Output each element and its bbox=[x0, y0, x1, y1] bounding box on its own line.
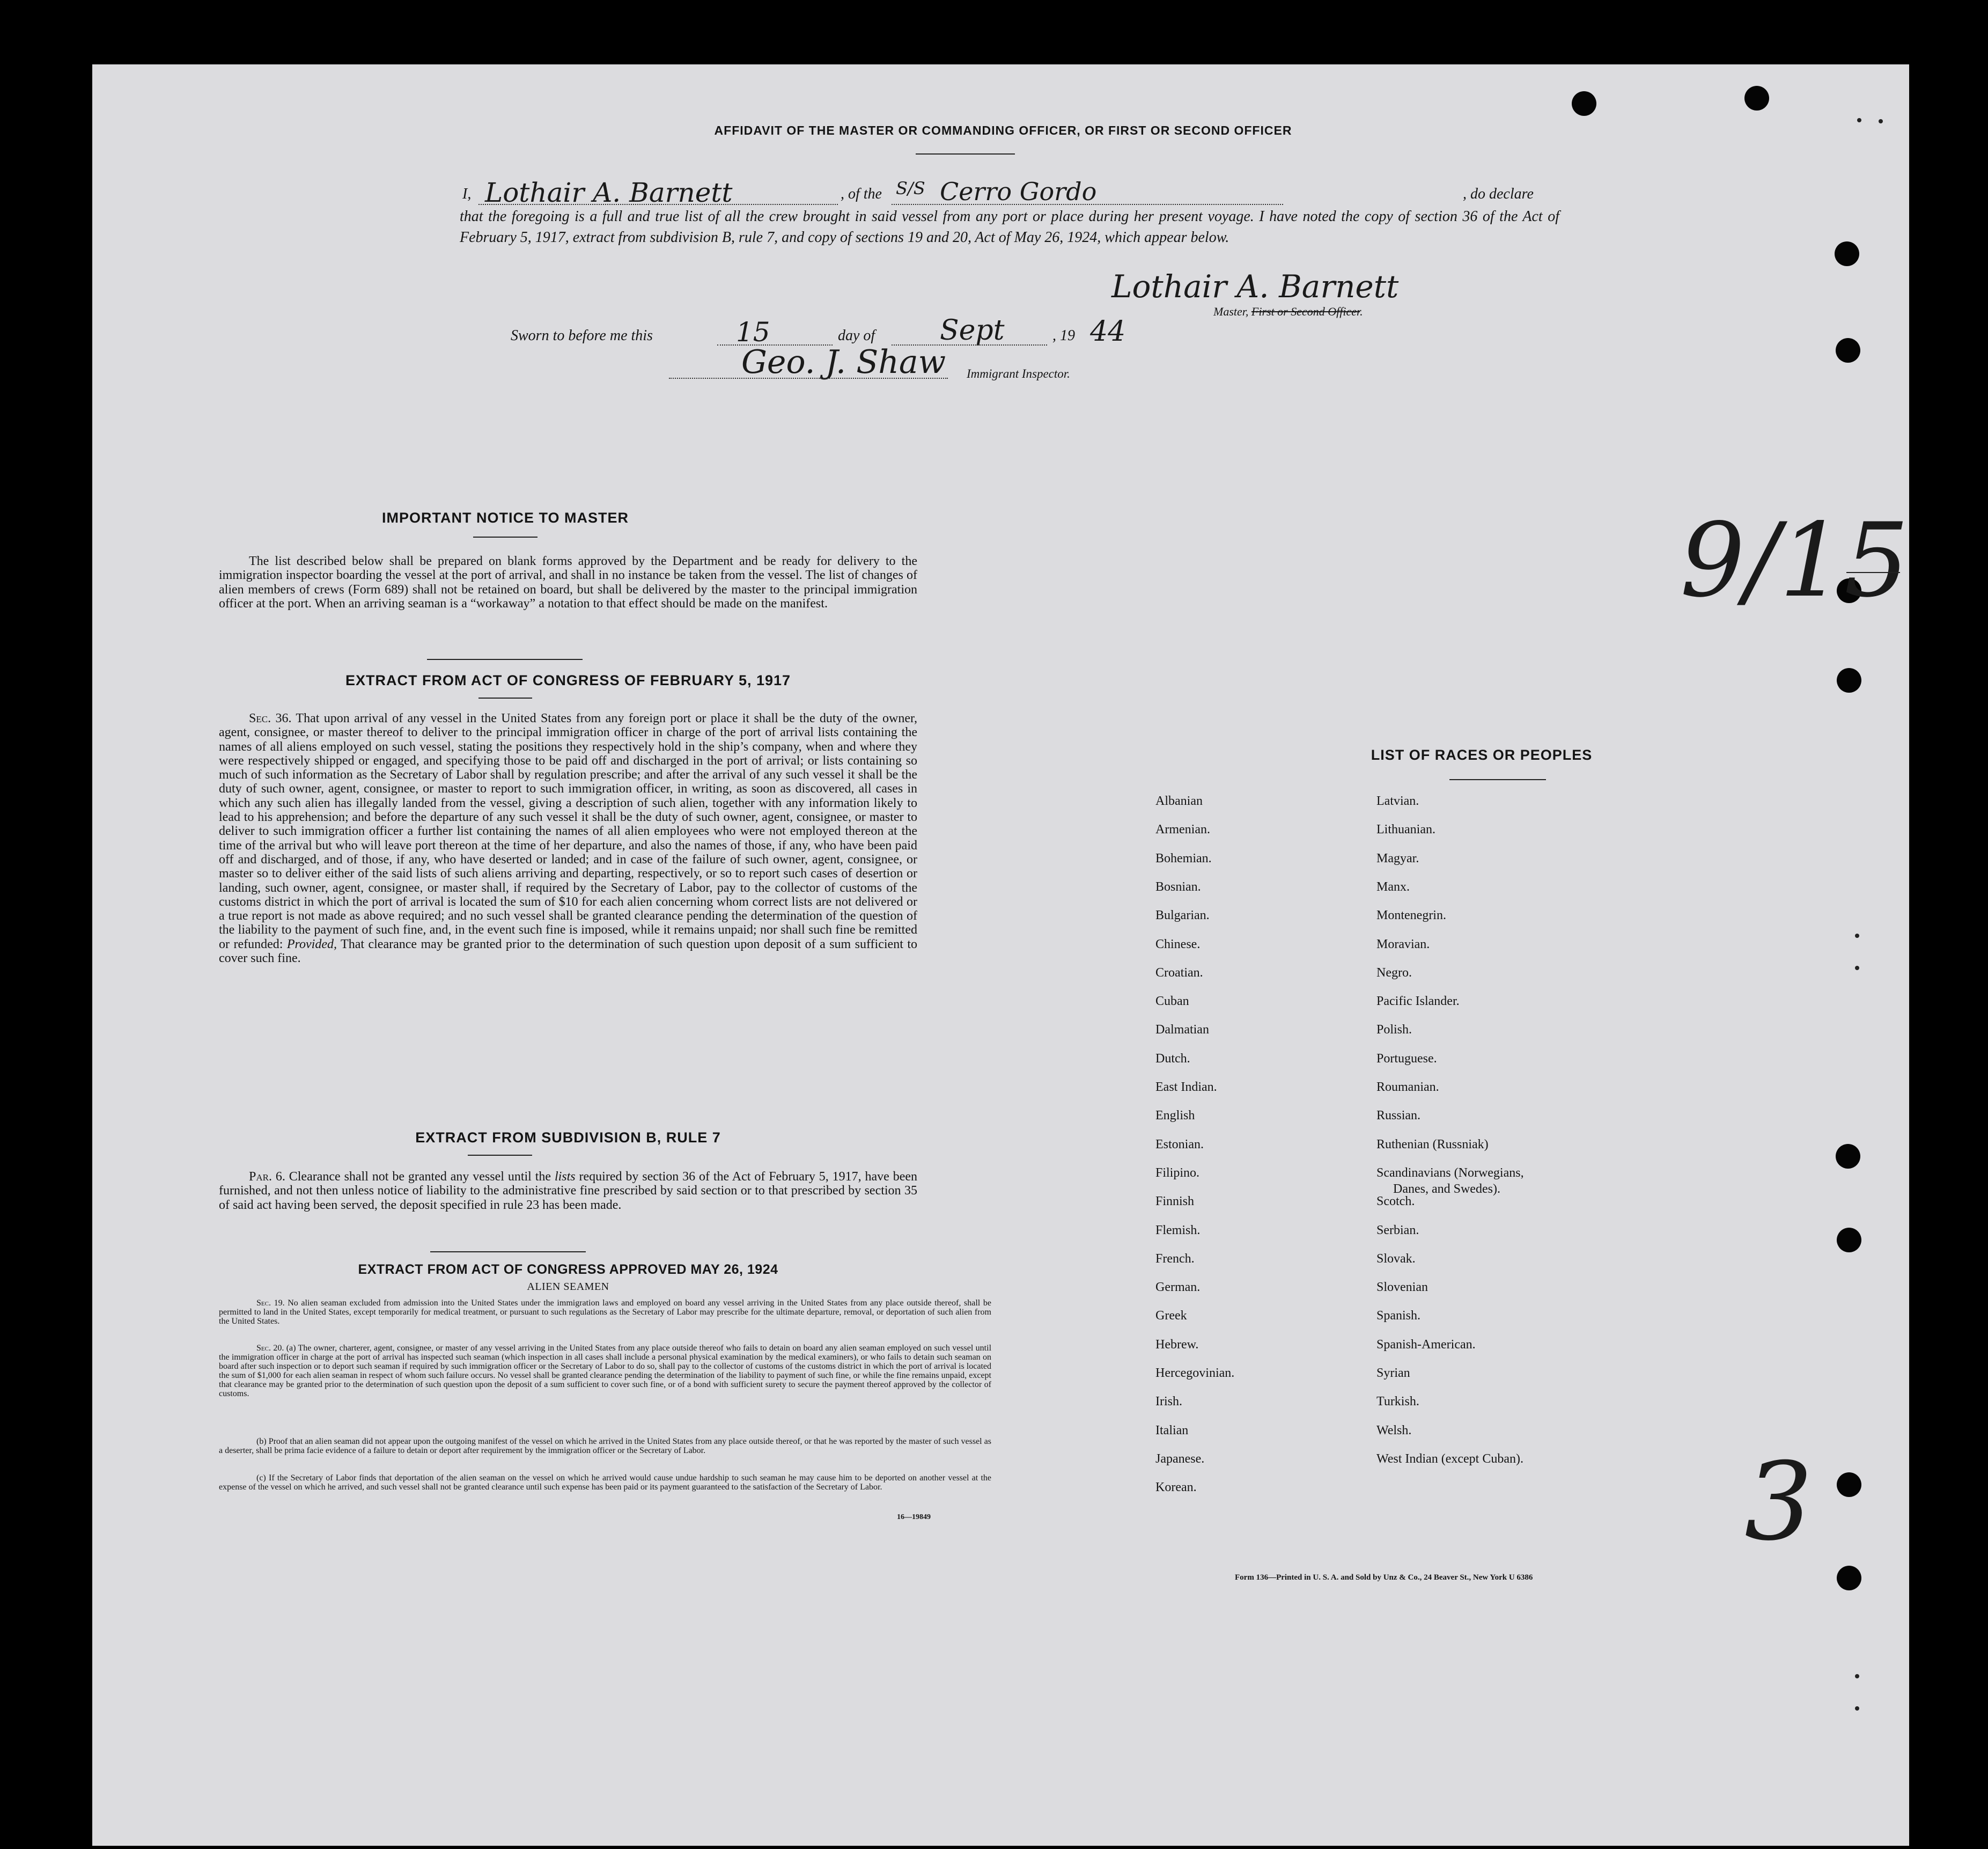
race-item: East Indian. bbox=[1155, 1080, 1217, 1094]
divider bbox=[473, 537, 538, 538]
notice-title: IMPORTANT NOTICE TO MASTER bbox=[382, 510, 629, 526]
race-item: Chinese. bbox=[1155, 937, 1201, 951]
race-item: Danes, and Swedes). bbox=[1393, 1182, 1500, 1196]
section-36-label: Sec. 36. bbox=[249, 711, 292, 725]
race-item: Ruthenian (Russniak) bbox=[1376, 1137, 1489, 1151]
race-item: Dutch. bbox=[1155, 1051, 1190, 1066]
master-signature: Lothair A. Barnett bbox=[1111, 268, 1399, 305]
race-item: Scotch. bbox=[1376, 1194, 1415, 1209]
race-item: Magyar. bbox=[1376, 851, 1419, 865]
race-item: Portuguese. bbox=[1376, 1051, 1437, 1066]
speck bbox=[1855, 1706, 1859, 1711]
race-item: Greek bbox=[1155, 1309, 1187, 1323]
vessel-name-handwritten: Cerro Gordo bbox=[940, 177, 1097, 206]
master-title-line: Master, First or Second Officer. bbox=[1213, 305, 1363, 318]
affidavit-body: that the foregoing is a full and true list of all the crew brought in said vessel from any port or place during her present voyage. I have noted the copy of section 36 of the Act of February 5, 1917, extract from subdivision B, rule 7, and copy of sections 19 and 20, Act of May 26, 1924, which appear below. bbox=[460, 208, 1559, 246]
punch-hole bbox=[1837, 1566, 1861, 1590]
punch-hole bbox=[1836, 338, 1860, 363]
inspector-dotted-line bbox=[669, 378, 948, 379]
rule7-body-b: required by section 36 of the Act of February 5, 1917, have been furnished, and not then unless notice of liability to the administrative fine prescribed by said section or to that prescribed by section 35 of said act having been served, the deposit specified in rule 23 has been made. bbox=[219, 1170, 918, 1212]
race-item: Cuban bbox=[1155, 994, 1189, 1009]
race-item: Bohemian. bbox=[1155, 851, 1212, 865]
rule7-title: EXTRACT FROM SUBDIVISION B, RULE 7 bbox=[415, 1129, 721, 1146]
speck bbox=[1855, 1674, 1859, 1678]
punch-hole bbox=[1744, 86, 1769, 111]
race-item: Japanese. bbox=[1155, 1451, 1205, 1466]
race-item: Hercegovinian. bbox=[1155, 1366, 1235, 1380]
race-item: Korean. bbox=[1155, 1480, 1197, 1495]
race-item: Bulgarian. bbox=[1155, 908, 1210, 923]
year-handwritten: 44 bbox=[1090, 315, 1126, 348]
punch-hole bbox=[1572, 91, 1596, 116]
sec20a-text bbox=[219, 1344, 991, 1399]
speck bbox=[1855, 934, 1859, 938]
punch-hole bbox=[1837, 1472, 1861, 1497]
race-item: West Indian (except Cuban). bbox=[1376, 1451, 1523, 1466]
sworn-month-handwritten: Sept bbox=[940, 314, 1005, 347]
race-item: Irish. bbox=[1155, 1395, 1182, 1409]
notice-body: The list described below shall be prepared on blank forms approved by the Department and be ready for delivery to the immigration inspector boarding the vessel at the port of arrival, and shall in no instance be taken from the vessel. The list of changes of alien members of crews (Form 689) shall not be retained on board, but shall be delivered by the master to the principal immigration officer at the port. When an arriving seaman is a “workaway” a notation to that effect should be made on the manifest. bbox=[219, 554, 917, 611]
race-item: Roumanian. bbox=[1376, 1080, 1439, 1094]
inspector-label: Immigrant Inspector. bbox=[967, 367, 1070, 380]
extract-1917-text bbox=[219, 711, 917, 965]
year-prefix-label: , 19 bbox=[1052, 327, 1075, 344]
divider bbox=[478, 698, 532, 699]
race-item: Welsh. bbox=[1376, 1423, 1412, 1437]
provided-word: Provided, bbox=[286, 937, 337, 951]
divider bbox=[1449, 779, 1546, 780]
rule7-body-a: Clearance shall not be granted any vessel until the bbox=[289, 1170, 551, 1184]
race-item: Dalmatian bbox=[1155, 1023, 1209, 1037]
race-item: Serbian. bbox=[1376, 1223, 1419, 1237]
race-item: Estonian. bbox=[1155, 1137, 1204, 1151]
speck bbox=[1879, 119, 1883, 123]
race-item: Scandinavians (Norwegians, bbox=[1376, 1165, 1524, 1180]
notice-text bbox=[219, 554, 917, 611]
sec20c-text: (c) If the Secretary of Labor finds that deportation of the alien seaman on the vessel on which he arrived would cause undue hardship to such seaman he may cause him to be deported on another vessel at the expense of the vessel on which he arrived, and such vessel shall not be granted clearance until such expense has been paid or its payment guaranteed to the satisfaction of the Secretary of Labor. bbox=[219, 1473, 991, 1492]
speck bbox=[1857, 118, 1861, 122]
race-item: Filipino. bbox=[1155, 1165, 1200, 1180]
race-item: Pacific Islander. bbox=[1376, 994, 1460, 1009]
race-item: Turkish. bbox=[1376, 1395, 1419, 1409]
race-item: French. bbox=[1155, 1251, 1195, 1266]
race-item: Armenian. bbox=[1155, 823, 1210, 837]
punch-hole bbox=[1835, 241, 1859, 266]
race-item: Slovenian bbox=[1376, 1280, 1428, 1295]
sec19-text bbox=[219, 1298, 991, 1326]
of-the-label: , of the bbox=[841, 186, 882, 202]
name-dotted-line bbox=[478, 204, 838, 205]
i-prefix: I, bbox=[462, 186, 472, 202]
date-annotation: 9/15 bbox=[1680, 501, 1909, 620]
sec20b-text: (b) Proof that an alien seaman did not appear upon the outgoing manifest of the vessel on which he arrived in the United States from any place outside thereof, or that he was reported by the master of such vessel as a deserter, shall be prima facie evidence of a failure to detain or deport after requirement by the immigration officer or the Secretary of Labor. bbox=[219, 1437, 991, 1456]
race-item: Latvian. bbox=[1376, 794, 1419, 808]
affidavit-declaration-line bbox=[462, 177, 1562, 209]
vessel-prefix-handwritten: S/S bbox=[896, 178, 925, 199]
inspector-signature: Geo. J. Shaw bbox=[741, 343, 946, 381]
master-label: Master, bbox=[1213, 305, 1249, 318]
struck-officer-label: First or Second Officer bbox=[1251, 305, 1360, 318]
annotation-stroke bbox=[1846, 572, 1900, 573]
extract-1917-title: EXTRACT FROM ACT OF CONGRESS OF FEBRUARY 5, 1917 bbox=[345, 672, 791, 688]
race-item: Lithuanian. bbox=[1376, 823, 1435, 837]
rule7-text bbox=[219, 1170, 917, 1212]
divider bbox=[916, 153, 1015, 155]
race-item: German. bbox=[1155, 1280, 1201, 1295]
sec20-label: Sec. 20. bbox=[256, 1344, 284, 1353]
sec19-label: Sec. 19. bbox=[256, 1298, 285, 1308]
day-of-label: day of bbox=[838, 327, 875, 344]
race-item: Syrian bbox=[1376, 1366, 1410, 1380]
race-item: Hebrew. bbox=[1155, 1337, 1199, 1352]
race-item: Albanian bbox=[1155, 794, 1203, 808]
sworn-label: Sworn to before me this bbox=[511, 327, 653, 344]
sworn-day-handwritten: 15 bbox=[736, 317, 770, 348]
race-item: Flemish. bbox=[1155, 1223, 1201, 1237]
race-item: English bbox=[1155, 1109, 1195, 1123]
divider bbox=[427, 659, 583, 660]
race-item: Italian bbox=[1155, 1423, 1189, 1437]
speck bbox=[1855, 966, 1859, 970]
affidavit-title: AFFIDAVIT OF THE MASTER OR COMMANDING OFFICER, OR FIRST OR SECOND OFFICER bbox=[714, 123, 1292, 137]
extract-1924-title: EXTRACT FROM ACT OF CONGRESS APPROVED MAY 26, 1924 bbox=[358, 1262, 778, 1277]
vessel-dotted-line bbox=[892, 204, 1283, 205]
sec20a-body: (a) The owner, charterer, agent, consignee, or master of any vessel arriving in the United States from any place outside thereof who fails to detain on board any alien seaman employed on such vessel until the immigration officer in charge at the port of arrival has inspected such seaman (which inspection in all cases shall include a personal physical examination by the medical examiners), or who fails to detain such seaman on board after such inspection or to deport such seaman if required by such immigration officer or the Secretary of Labor to do so, shall pay to the collector of customs of the customs district in which the port of arrival is located the sum of $1,000 for each alien seaman in respect of whom such failure occurs. No vessel shall be granted clearance pending the determination of the liability to payment of such fine, or while the fine remains unpaid, except that clearance may be granted prior to the determination of such question upon the deposit of a sum sufficient to cover such fine, or of a bond with sufficient surety to secure the payment thereof approved by the collector of customs. bbox=[219, 1344, 992, 1399]
punch-hole bbox=[1836, 1144, 1860, 1169]
race-item: Montenegrin. bbox=[1376, 908, 1446, 923]
alien-seamen-subtitle: ALIEN SEAMEN bbox=[527, 1281, 609, 1293]
form-print-note: Form 136—Printed in U. S. A. and Sold by Unz & Co., 24 Beaver St., New York U 6386 bbox=[1235, 1573, 1533, 1582]
number-annotation: 3 bbox=[1744, 1440, 1813, 1565]
par6-label: Par. 6. bbox=[249, 1170, 285, 1184]
race-item: Slovak. bbox=[1376, 1251, 1416, 1266]
punch-hole bbox=[1837, 1228, 1861, 1252]
section-36-body: That upon arrival of any vessel in the United States from any foreign port or place it shall be the duty of the owner, agent, consignee, or master thereof to deliver to the principal immigration officer in charge of the port of arrival lists containing the names of all aliens employed on such vessel, stating the positions they respectively hold in the ship’s company, when and where they were respectively shipped or engaged, and specifying those to be paid off and discharged in the port of arrival; or lists containing so much of such information as the Secretary of Labor shall by regulation prescribe; and after the arrival of any such vessel it shall be the duty of such owner, agent, consignee, or master to report to such immigration officer, in writing, as soon as discovered, all cases in which any such alien has illegally landed from the vessel, giving a description of such alien, together with any information likely to lead to his apprehension; and before the departure of any such vessel it shall be the duty of such owner, agent, consignee, or master to deliver to such immigration officer a further list containing the names of all alien employees who were not employed thereon at the time of the arrival but who will leave port thereon at the time of her departure, and also the names of those, if any, who have been paid off and discharged, and of those, if any, who have deserted or landed; and in case of the failure of such owner, agent, consignee, or master so to deliver either of the said lists of such aliens arriving and departing, respectively, or so to report such cases of desertion or landing, such owner, agent, consignee, or master shall, if required by the Secretary of Labor, pay to the collector of customs of the customs district in which the port of arrival is located the sum of $10 for each alien concerning whom correct lists are not delivered or a true report is not made as above required; and no such vessel shall be granted clearance pending the determination of the question of the liability to the payment of such fine, and, in the event such fine is imposed, while it remains unpaid; nor shall such fine be remitted or refunded: bbox=[219, 711, 918, 951]
race-item: Moravian. bbox=[1376, 937, 1430, 951]
race-item: Spanish. bbox=[1376, 1309, 1421, 1323]
punch-hole bbox=[1837, 668, 1861, 693]
sec19-body: No alien seaman excluded from admission into the United States under the immigration laws and employed on board any vessel arriving in the United States from any place outside thereof, shall be permitted to land in the United States, except temporarily for medical treatment, or pursuant to such regulations as the Secretary of Labor may prescribe for the ultimate departure, removal, or deportation of such alien from the United States. bbox=[219, 1298, 991, 1326]
race-item: Negro. bbox=[1376, 965, 1412, 980]
section-36-end: That clearance may be granted prior to the determination of such question upon deposit of a sum sufficient to cover such fine. bbox=[219, 937, 917, 966]
divider bbox=[430, 1251, 586, 1252]
race-item: Croatian. bbox=[1155, 965, 1203, 980]
race-item: Bosnian. bbox=[1155, 879, 1201, 894]
race-item: Finnish bbox=[1155, 1194, 1195, 1209]
print-code: 16—19849 bbox=[897, 1513, 931, 1521]
race-item: Manx. bbox=[1376, 879, 1410, 894]
do-declare-label: , do declare bbox=[1463, 186, 1534, 202]
officer-name-handwritten: Lothair A. Barnett bbox=[485, 177, 733, 208]
document-sheet bbox=[92, 64, 1909, 1846]
race-item: Spanish-American. bbox=[1376, 1337, 1476, 1352]
race-item: Polish. bbox=[1376, 1023, 1412, 1037]
races-title: LIST OF RACES OR PEOPLES bbox=[1371, 747, 1593, 763]
divider bbox=[468, 1155, 532, 1156]
race-item: Russian. bbox=[1376, 1109, 1421, 1123]
lists-word: lists bbox=[554, 1170, 576, 1184]
